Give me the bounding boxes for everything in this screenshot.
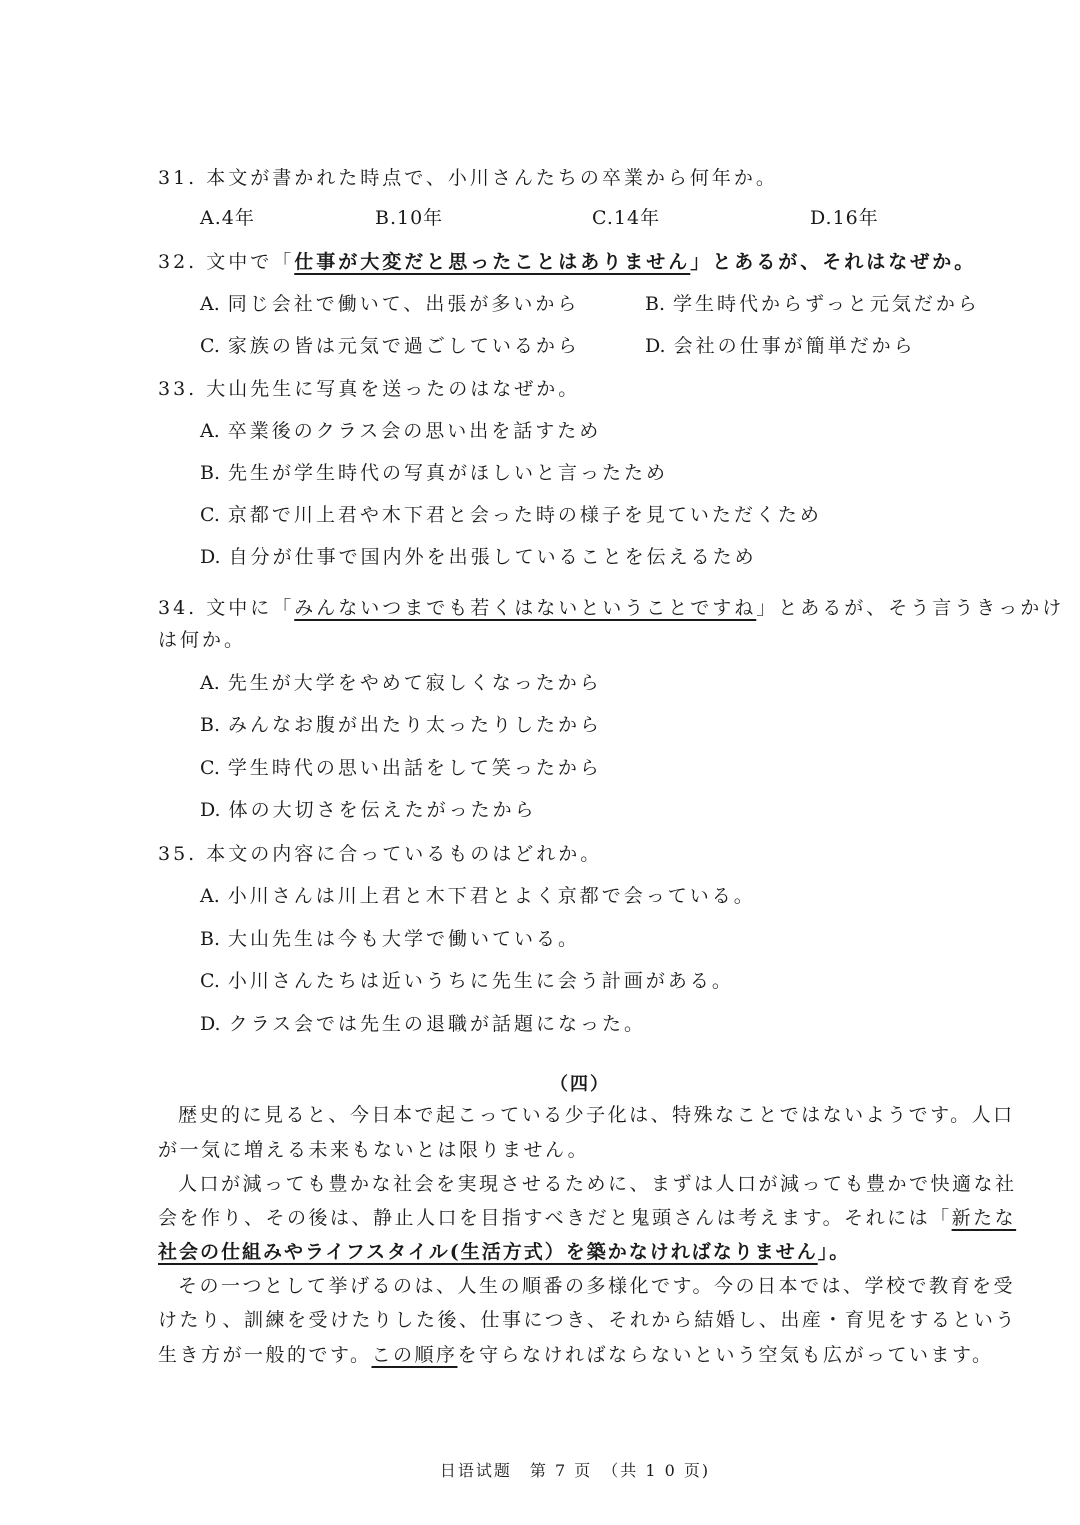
q33-option-b: B. 先生が学生時代の写真がほしいと言ったため: [200, 462, 669, 484]
q34-option-b: B. みんなお腹が出たり太ったりしたから: [200, 714, 603, 736]
q32-option-c: C. 家族の皆は元気で過ごしているから: [200, 335, 580, 357]
passage-p3-line3: 生き方が一般的です。この順序を守らなければならないという空気も広がっています。: [158, 1344, 994, 1366]
passage-p2-line2: 会を作り、その後は、静止人口を目指すべきだと鬼頭さんは考えます。それには「新たな: [158, 1207, 1017, 1229]
q34-quoted-phrase: みんないつまでも若くはないということですね: [294, 597, 757, 619]
q34-option-d: D. 体の大切さを伝えたがったから: [200, 799, 537, 821]
q32-stem-suffix: 」とあるが、それはなぜか。: [690, 251, 977, 273]
q35-option-d: D. クラス会では先生の退職が話題になった。: [200, 1013, 647, 1035]
q33-stem: 33. 大山先生に写真を送ったのはなぜか。: [158, 378, 581, 400]
page-footer: 日语试题 第 7 页 （共 1 0 页): [439, 1461, 711, 1480]
q31-option-b: B.10年: [375, 207, 444, 229]
passage-p1-line1: 歴史的に見ると、今日本で起こっている少子化は、特殊なことではないようです。人口: [178, 1104, 1015, 1126]
q31-option-a: A.4年: [200, 207, 255, 229]
passage-p2-line1: 人口が減っても豊かな社会を実現させるために、まずは人口が減っても豊かで快適な社: [178, 1173, 1017, 1195]
q34-stem-suffix: 」とあるが、そう言うきっかけ: [756, 597, 1065, 619]
underlined-phrase-part1: 新たな: [951, 1207, 1017, 1229]
q32-stem: [158, 249, 976, 275]
q34-option-a: A. 先生が大学をやめて寂しくなったから: [200, 672, 602, 694]
underlined-order: この順序: [371, 1344, 458, 1366]
q34-stem-prefix: 34. 文中に「: [158, 597, 295, 619]
q34-stem: [158, 595, 1064, 621]
q31-stem: 31. 本文が書かれた時点で、小川さんたちの卒業から何年か。: [158, 167, 778, 189]
q32-quoted-phrase: 仕事が大変だと思ったことはありません: [294, 251, 691, 273]
underlined-phrase-part2: 社会の仕組みやライフスタイル(生活方式）を築かなければなりません: [158, 1241, 818, 1263]
q34-stem-line2: は何か。: [158, 629, 247, 651]
q33-option-d: D. 自分が仕事で国内外を出張していることを伝えるため: [200, 546, 757, 568]
passage-p1-line2: が一気に増える未来もないとは限りません。: [158, 1139, 590, 1161]
q32-option-d: D. 会社の仕事が簡単だから: [645, 335, 916, 357]
q31-option-c: C.14年: [592, 207, 661, 229]
q35-option-c: C. 小川さんたちは近いうちに先生に会う計画がある。: [200, 970, 734, 992]
q31-option-d: D.16年: [810, 207, 879, 229]
q32-option-a: A. 同じ会社で働いて、出張が多いから: [200, 293, 580, 315]
passage-p2-line3: 社会の仕組みやライフスタイル(生活方式）を築かなければなりません」。: [158, 1241, 851, 1263]
q35-stem: 35. 本文の内容に合っているものはどれか。: [158, 843, 603, 865]
q35-option-a: A. 小川さんは川上君と木下君とよく京都で会っている。: [200, 885, 756, 907]
q34-option-c: C. 学生時代の思い出話をして笑ったから: [200, 757, 602, 779]
q32-option-b: B. 学生時代からずっと元気だから: [645, 293, 980, 315]
passage-p3-line2: けたり、訓練を受けたりした後、仕事につき、それから結婚し、出産・育児をするという: [158, 1309, 1017, 1331]
q33-option-c: C. 京都で川上君や木下君と会った時の様子を見ていただくため: [200, 504, 822, 526]
q35-option-b: B. 大山先生は今も大学で働いている。: [200, 928, 581, 950]
q33-option-a: A. 卒業後のクラス会の思い出を話すため: [200, 420, 602, 442]
section-heading: （四）: [550, 1074, 610, 1095]
passage-p3-line1: その一つとして挙げるのは、人生の順番の多様化です。今の日本では、学校で教育を受: [178, 1275, 1015, 1297]
q32-stem-prefix: 32. 文中で「: [158, 251, 295, 273]
